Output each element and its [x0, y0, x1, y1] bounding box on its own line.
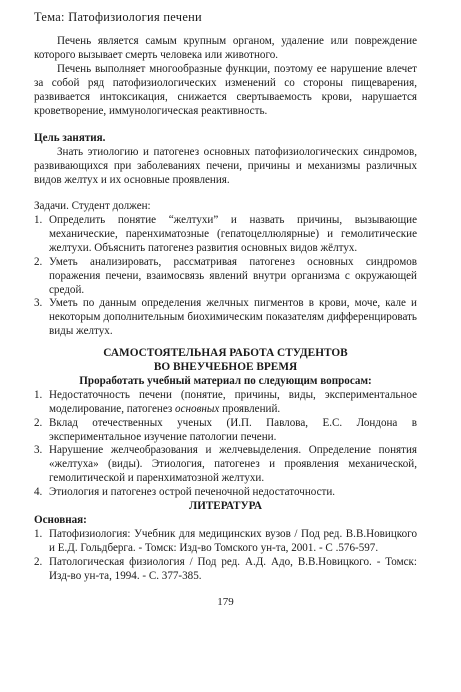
self-study-title-line-2: ВО ВНЕУЧЕБНОЕ ВРЕМЯ: [153, 361, 298, 374]
list-item-text-before: Недостаточность печени (понятие, причины, виды, экспериментальное моделирование, патогенез: [49, 388, 417, 415]
list-number: 2.: [34, 255, 43, 268]
list-number: 1.: [34, 527, 43, 540]
list-number: 3.: [34, 444, 43, 457]
tasks-list: [34, 214, 417, 339]
question-item-1: [34, 389, 417, 417]
question-item-3: [34, 444, 417, 486]
list-item-text: Определить понятие “желтухи” и назвать причины, вызывающие механические, паренхиматозные (гепатоцеллюлярные) и гемолитические желтухи. Объяснить патогенез развития основных видов жёлтух.: [49, 213, 417, 254]
list-item-text-italic: основных: [175, 402, 220, 415]
tasks-title: Задачи. Студент должен:: [34, 200, 151, 213]
list-number: 2.: [34, 555, 43, 568]
literature-list: [34, 528, 417, 584]
list-number: 2.: [34, 416, 43, 429]
page-number: 179: [217, 595, 234, 608]
task-item-1: [34, 214, 417, 256]
intro-paragraph-1: Печень является самым крупным органом, удаление или повреждение которого вызывает смерть человека или животного.: [34, 35, 417, 61]
literature-title: ЛИТЕРАТУРА: [189, 500, 262, 513]
list-item-text: Этиология и патогенез острой печеночной недостаточности.: [49, 486, 336, 499]
list-number: 4.: [34, 486, 43, 499]
list-item-text: Уметь анализировать, рассматривая патогенез основных синдромов поражения печени, взаимосвязь явлений внутри организма с окружающей средой.: [49, 255, 417, 296]
list-item-text: Нарушение желчеобразования и желчевыделения. Определение понятия «желтуха» (виды). Этиология, патогенез и проявления механической, гемолитической и паренхиматозной желтухи.: [49, 444, 417, 485]
task-item-2: [34, 256, 417, 298]
list-number: 3.: [34, 297, 43, 310]
question-item-4: [34, 486, 417, 500]
self-study-title-line-1: САМОСТОЯТЕЛЬНАЯ РАБОТА СТУДЕНТОВ: [103, 347, 348, 360]
task-item-3: [34, 297, 417, 339]
goal-title: Цель занятия.: [34, 132, 106, 145]
questions-list: [34, 389, 417, 500]
intro-paragraph-2: Печень выполняет многообразные функции, поэтому ее нарушение влечет за собой ряд патофизиологических изменений со стороны пищеварения, развивается интоксикация, снижается свертываемость крови, нарушается кроветворение, иммунологическая реактивность.: [34, 62, 417, 117]
self-study-subtitle: Проработать учебный материал по следующим вопросам:: [79, 374, 372, 387]
goal-text: Знать этиологию и патогенез основных патофизиологических синдромов, развивающихся при заболеваниях печени, причины и механизмы различных видов желтух и их основные проявления.: [34, 146, 417, 187]
list-item-text: Патофизиология: Учебник для медицинских вузов / Под ред. В.В.Новицкого и Е.Д. Гольдберга. - Томск: Изд-во Томского ун-та, 2001. - С .576-597.: [49, 527, 417, 554]
list-item-text: Вклад отечественных ученых (И.П. Павлова, Е.С. Лондона в экспериментальное изучение патологии печени.: [49, 416, 417, 443]
list-item-text: Уметь по данным определения желчных пигментов в крови, моче, кале и некоторым дополнительным биохимическим показателям дифференцировать виды желтух.: [49, 297, 417, 338]
list-number: 1.: [34, 388, 43, 401]
list-item-text-after: проявлений.: [219, 402, 281, 415]
literature-item-2: [34, 556, 417, 584]
list-number: 1.: [34, 213, 43, 226]
literature-main-title: Основная:: [34, 514, 87, 526]
list-item-text: Патологическая физиология / Под ред. А.Д. Адо, В.В.Новицкого. - Томск: Изд-во ун-та, 1994. - С. 377-385.: [49, 555, 417, 582]
literature-item-1: [34, 528, 417, 556]
question-item-2: [34, 417, 417, 445]
running-header: Тема: Патофизиология печени: [34, 10, 202, 24]
